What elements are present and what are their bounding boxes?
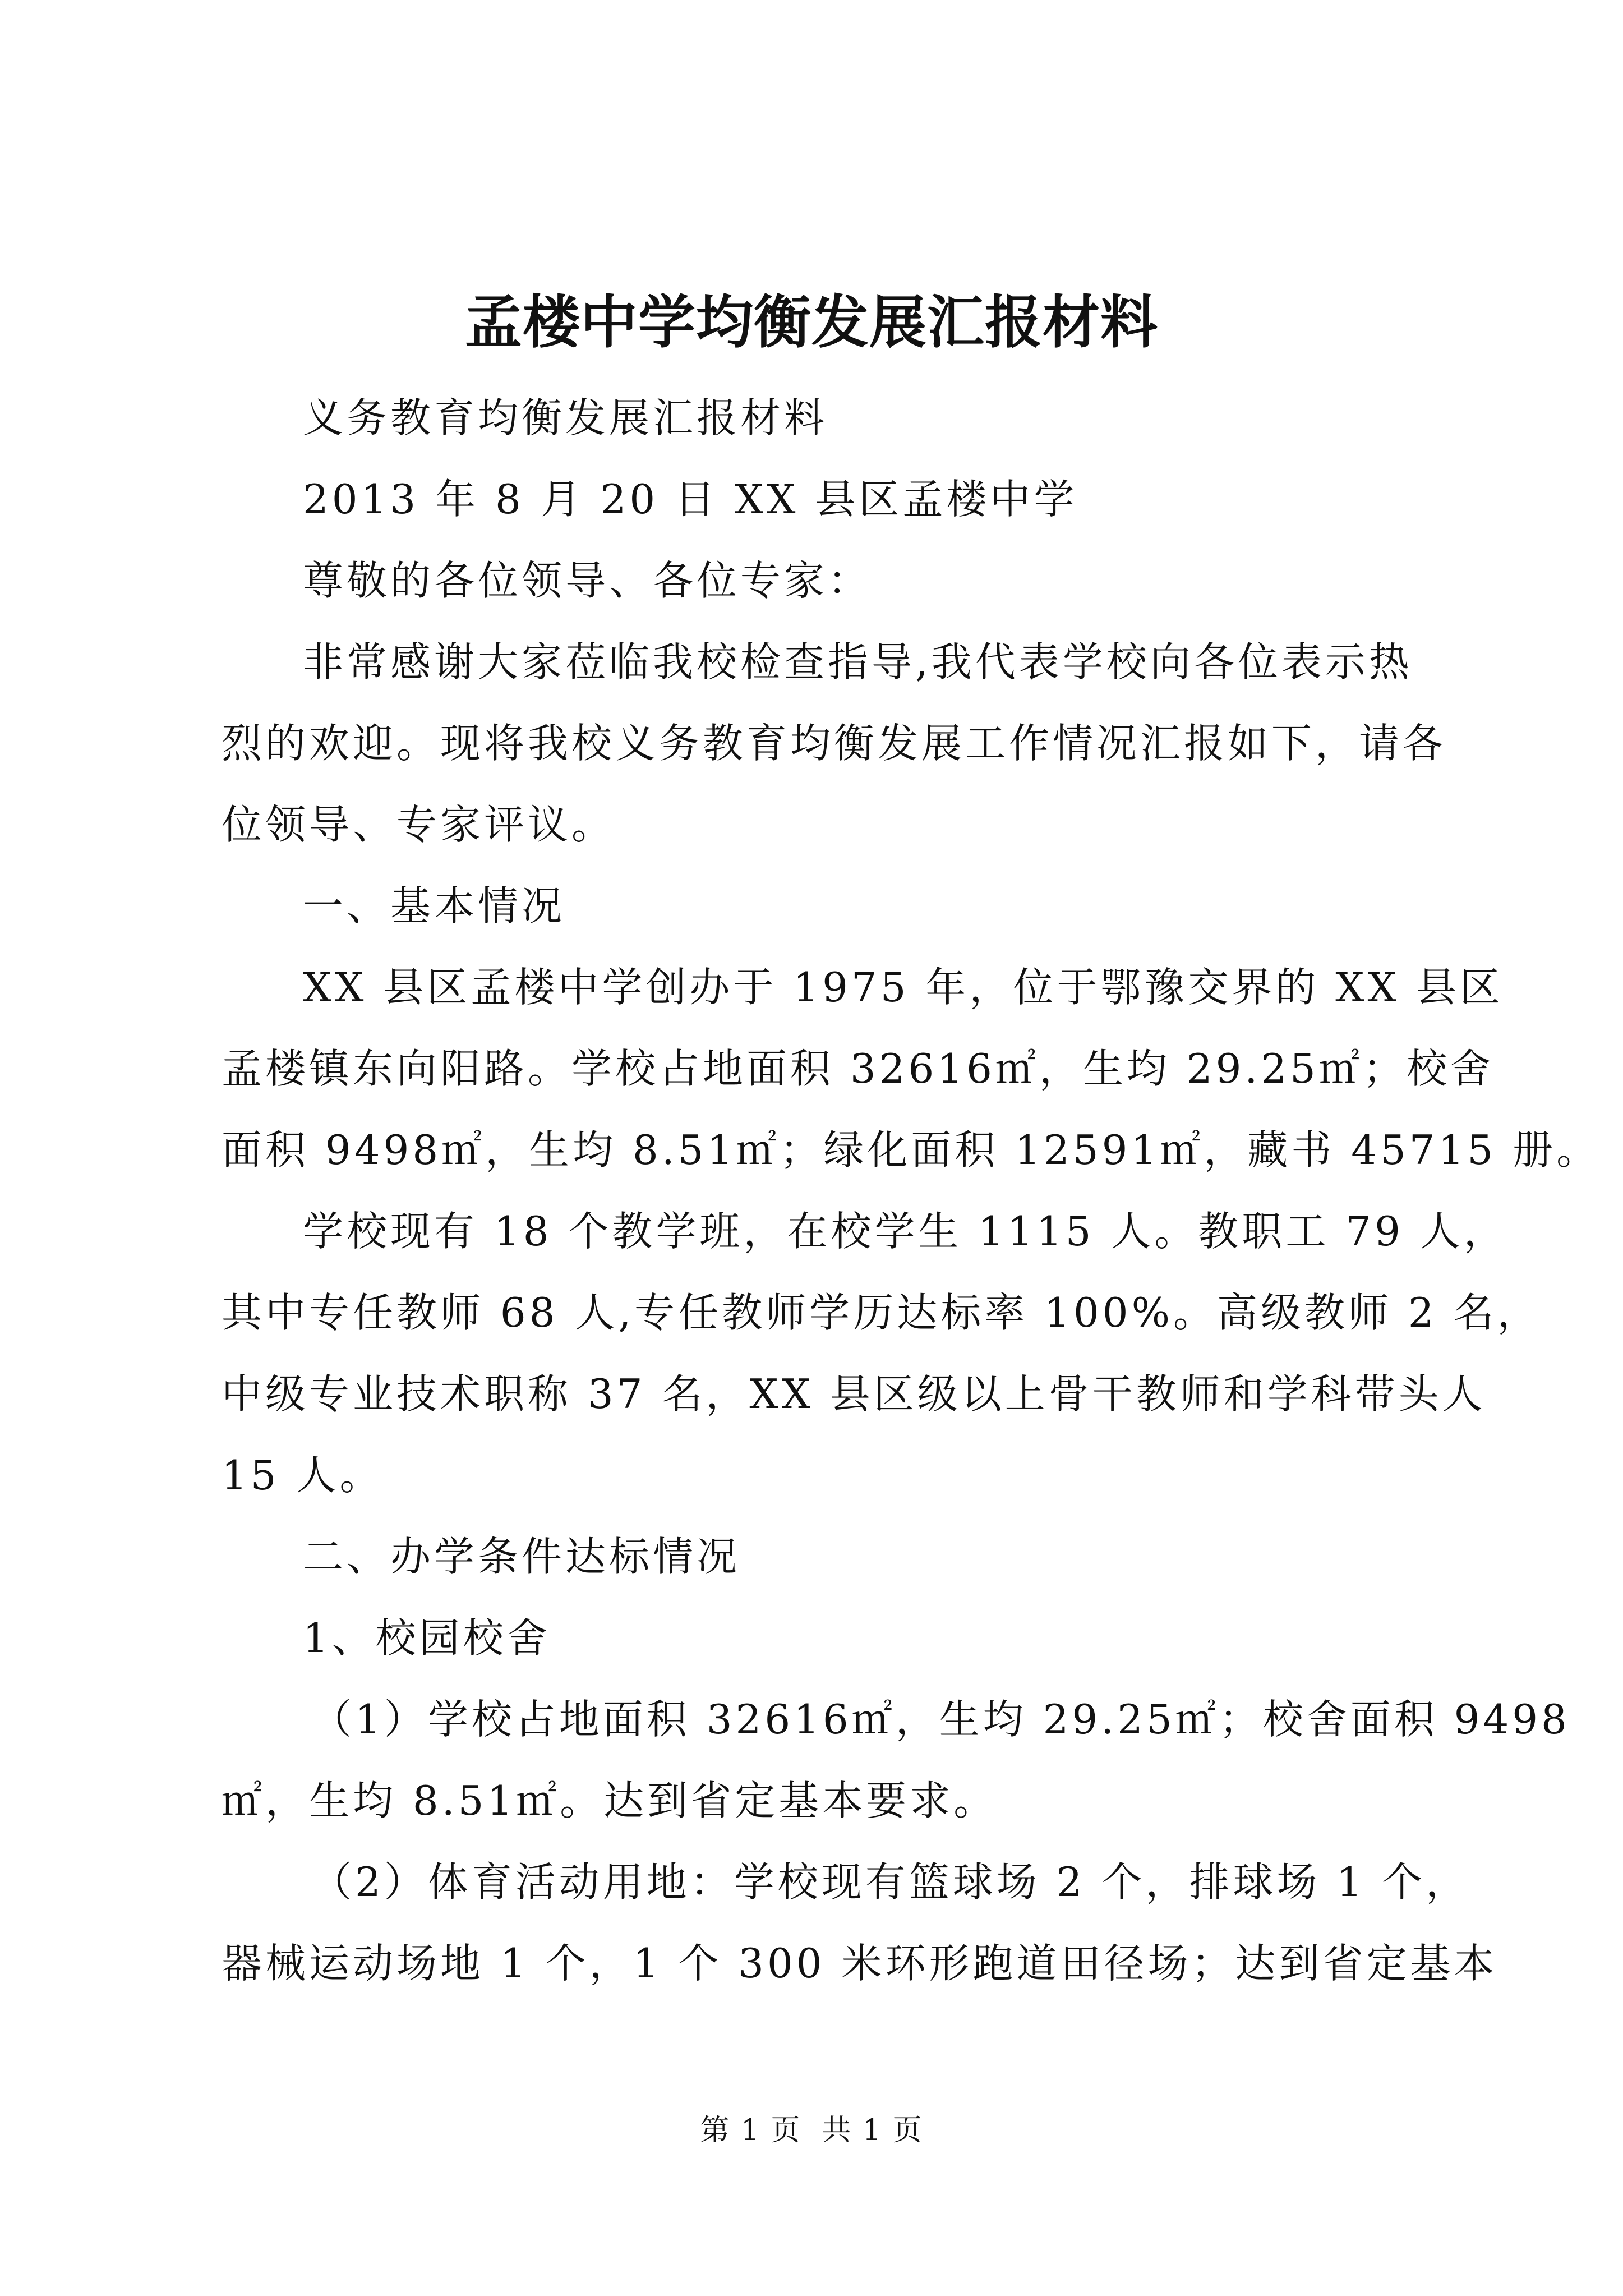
paragraph-line: 器械运动场地 1 个，1 个 300 米环形跑道田径场；达到省定基本 (222, 1940, 1498, 1987)
document-title: 孟楼中学均衡发展汇报材料 (465, 289, 1158, 356)
section-heading: 二、办学条件达标情况 (303, 1533, 741, 1580)
paragraph-line: （2）体育活动用地：学校现有篮球场 2 个，排球场 1 个， (311, 1858, 1469, 1906)
paragraph-line: ㎡，生均 8.51㎡。达到省定基本要求。 (222, 1777, 998, 1824)
paragraph-line: 其中专任教师 68 人,专任教师学历达标率 100%。高级教师 2 名， (222, 1289, 1541, 1336)
page-footer (0, 2108, 1623, 2153)
paragraph-line: （1）学校占地面积 32616㎡，生均 29.25㎡；校舍面积 9498 (311, 1696, 1570, 1743)
paragraph-line: 位领导、专家评议。 (222, 801, 616, 848)
date-school-line: 2013 年 8 月 20 日 XX 县区孟楼中学 (303, 476, 1078, 523)
subtitle-line: 义务教育均衡发展汇报材料 (303, 394, 828, 441)
paragraph-line: XX 县区孟楼中学创办于 1975 年，位于鄂豫交界的 XX 县区 (303, 964, 1504, 1011)
salutation-line: 尊敬的各位领导、各位专家： (303, 557, 872, 604)
paragraph-line: 孟楼镇东向阳路。学校占地面积 32616㎡，生均 29.25㎡；校舍 (222, 1045, 1494, 1092)
paragraph-line: 面积 9498㎡，生均 8.51㎡；绿化面积 12591㎡，藏书 45715 册。 (222, 1126, 1601, 1174)
paragraph-line: 学校现有 18 个教学班，在校学生 1115 人。教职工 79 人， (303, 1208, 1507, 1255)
section-heading: 一、基本情况 (303, 882, 566, 930)
paragraph-line: 15 人。 (222, 1452, 384, 1499)
paragraph-line: 中级专业技术职称 37 名，XX 县区级以上骨干教师和学科带头人 (222, 1370, 1486, 1418)
paragraph-line: 烈的欢迎。现将我校义务教育均衡发展工作情况汇报如下，请各 (222, 720, 1447, 767)
paragraph-line: 非常感谢大家莅临我校检查指导,我代表学校向各位表示热 (303, 638, 1413, 685)
page-number-label: 第 1 页 共 1 页 (700, 2114, 923, 2147)
subsection-heading: 1、校园校舍 (303, 1614, 551, 1662)
